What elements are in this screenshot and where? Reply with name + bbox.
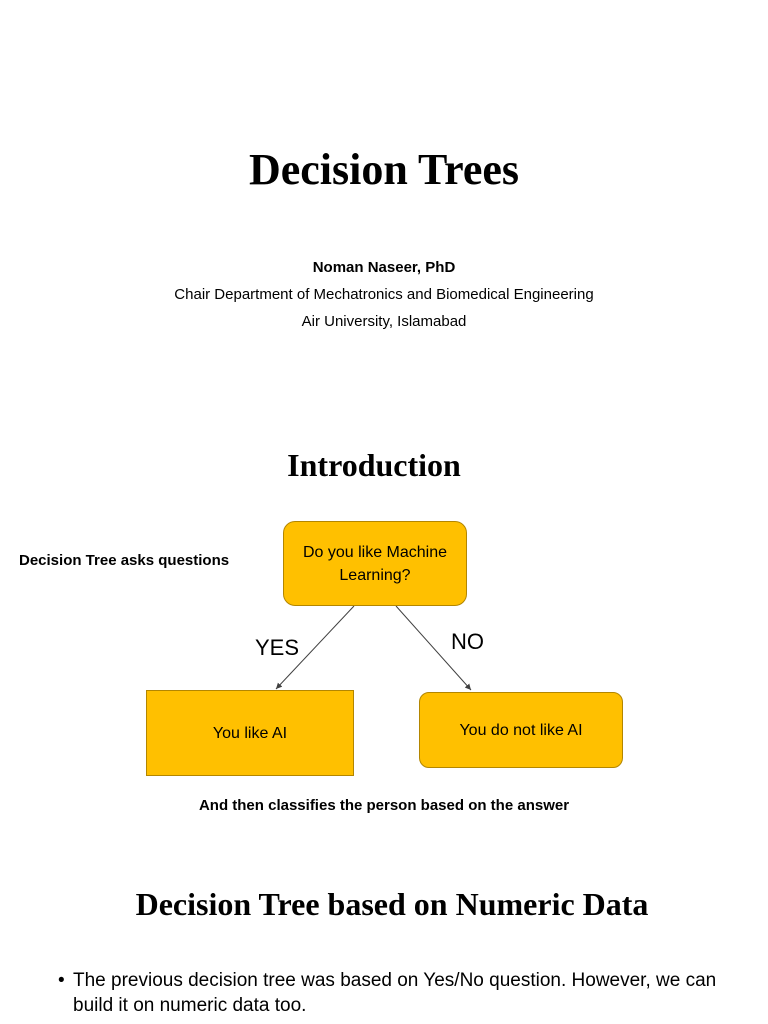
no-outcome-node bbox=[419, 692, 623, 768]
yes-branch-label: YES bbox=[255, 635, 300, 660]
yes-outcome-text: You like AI bbox=[212, 724, 288, 742]
root-question-node bbox=[283, 521, 467, 606]
root-question-text: Do you like Machine Learning? bbox=[302, 543, 448, 584]
author-affiliation-department: Chair Department of Mechatronics and Biomedical Engineering bbox=[174, 286, 594, 303]
decision-tree-side-note: Decision Tree asks questions bbox=[19, 552, 230, 569]
bullet-mark: • bbox=[58, 970, 65, 991]
introduction-heading: Introduction bbox=[287, 447, 461, 483]
no-branch-label: NO bbox=[451, 629, 484, 654]
bullet-point bbox=[58, 968, 738, 1018]
bullet-text: The previous decision tree was based on Yes/No question. However, we can build it on numeric data too. bbox=[73, 970, 717, 1016]
classification-caption: And then classifies the person based on the answer bbox=[198, 797, 570, 814]
yes-outcome-node bbox=[146, 690, 354, 776]
no-outcome-text: You do not like AI bbox=[459, 721, 583, 739]
numeric-data-heading: Decision Tree based on Numeric Data bbox=[135, 886, 649, 922]
author-name: Noman Naseer, PhD bbox=[312, 259, 456, 276]
author-affiliation-university: Air University, Islamabad bbox=[301, 313, 467, 330]
slide-title: Decision Trees bbox=[248, 145, 520, 194]
